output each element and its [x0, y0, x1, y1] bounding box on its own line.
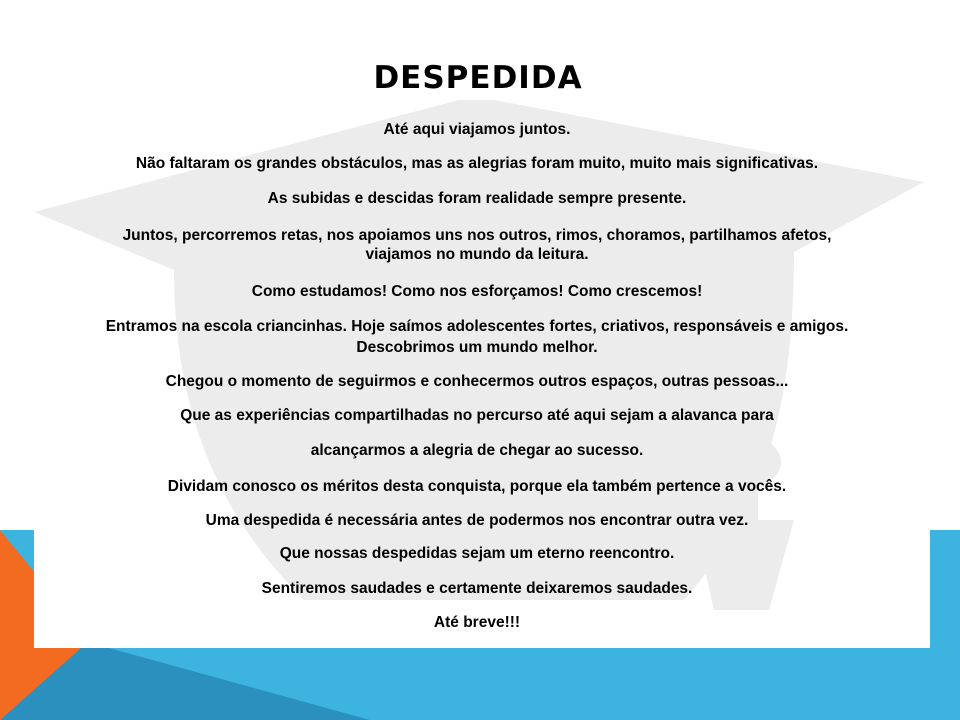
slide-title: DESPEDIDA	[372, 56, 584, 100]
paragraph-6-line-1: Entramos na escola criancinhas. Hoje saímos adolescentes fortes, criativos, responsáveis e amigos.	[105, 318, 849, 335]
paragraph-11: Uma despedida é necessária antes de podermos nos encontrar outra vez.	[205, 512, 749, 529]
paragraph-4-line-2: viajamos no mundo da leitura.	[365, 246, 589, 263]
paragraph-5: Como estudamos! Como nos esforçamos! Como crescemos!	[251, 283, 703, 300]
paragraph-2: Não faltaram os grandes obstáculos, mas as alegrias foram muito, muito mais significativas.	[135, 155, 819, 172]
paragraph-3: As subidas e descidas foram realidade sempre presente.	[267, 190, 687, 207]
content-panel	[34, 0, 930, 648]
paragraph-12: Que nossas despedidas sejam um eterno reencontro.	[279, 545, 675, 562]
paragraph-1: Até aqui viajamos juntos.	[383, 121, 571, 138]
paragraph-10: Dividam conosco os méritos desta conquista, porque ela também pertence a vocês.	[167, 478, 787, 495]
paragraph-14: Até breve!!!	[433, 614, 521, 631]
paragraph-9: alcançarmos a alegria de chegar ao sucesso.	[310, 442, 644, 459]
paragraph-8: Que as experiências compartilhadas no percurso até aqui sejam a alavanca para	[180, 407, 774, 424]
paragraph-4-line-1: Juntos, percorremos retas, nos apoiamos uns nos outros, rimos, choramos, partilhamos afetos,	[122, 227, 832, 244]
paragraph-6-line-2: Descobrimos um mundo melhor.	[356, 339, 598, 356]
paragraph-7: Chegou o momento de seguirmos e conhecermos outros espaços, outras pessoas...	[165, 373, 789, 390]
paragraph-13: Sentiremos saudades e certamente deixaremos saudades.	[261, 580, 693, 597]
